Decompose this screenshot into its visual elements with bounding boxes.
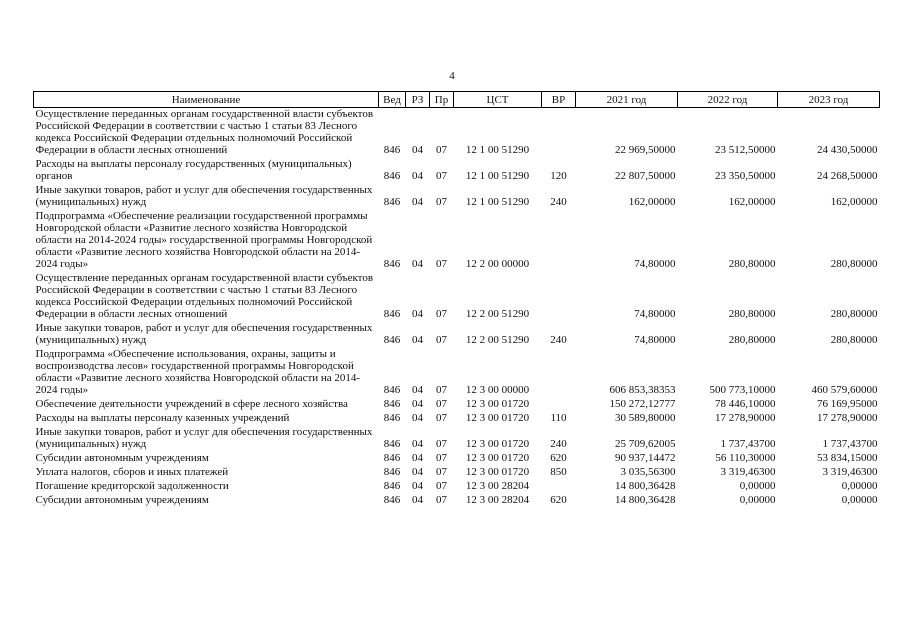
row-vr: 850 bbox=[550, 466, 567, 478]
row-rz: 04 bbox=[412, 398, 423, 410]
row-pr: 07 bbox=[436, 144, 447, 156]
table-row bbox=[34, 158, 880, 184]
row-2023: 17 278,90000 bbox=[817, 412, 878, 424]
row-2022: 56 110,30000 bbox=[715, 452, 776, 464]
row-rz: 04 bbox=[412, 438, 423, 450]
row-pr: 07 bbox=[436, 466, 447, 478]
row-name: Иные закупки товаров, работ и услуг для обеспечения государственных (муниципальных) нужд bbox=[35, 426, 373, 450]
header-cst: ЦСТ bbox=[454, 92, 542, 108]
table-row bbox=[34, 426, 880, 452]
row-pr: 07 bbox=[436, 170, 447, 182]
row-pr: 07 bbox=[436, 334, 447, 346]
row-2022: 23 350,50000 bbox=[715, 170, 776, 182]
row-2022: 78 446,10000 bbox=[715, 398, 776, 410]
row-2021: 606 853,38353 bbox=[609, 384, 676, 396]
row-2023: 76 169,95000 bbox=[817, 398, 878, 410]
row-rz: 04 bbox=[412, 334, 423, 346]
row-rz: 04 bbox=[412, 308, 423, 320]
row-ved: 846 bbox=[383, 170, 401, 182]
table-row bbox=[34, 466, 880, 480]
row-vr bbox=[542, 272, 576, 322]
row-2023: 24 430,50000 bbox=[817, 144, 878, 156]
row-name: Обеспечение деятельности учреждений в сфере лесного хозяйства bbox=[35, 398, 348, 410]
row-cst: 12 1 00 51290 bbox=[465, 170, 530, 182]
row-2021: 30 589,80000 bbox=[615, 412, 676, 424]
header-ved: Вед bbox=[379, 92, 406, 108]
row-name: Субсидии автономным учреждениям bbox=[35, 494, 209, 506]
row-ved: 846 bbox=[383, 438, 401, 450]
budget-table bbox=[33, 91, 880, 508]
row-2023: 53 834,15000 bbox=[817, 452, 878, 464]
table-row bbox=[34, 494, 880, 508]
row-2021: 74,80000 bbox=[634, 334, 676, 346]
row-2023: 460 579,60000 bbox=[811, 384, 878, 396]
row-name: Иные закупки товаров, работ и услуг для обеспечения государственных (муниципальных) нужд bbox=[35, 322, 373, 346]
header-vr: ВР bbox=[542, 92, 576, 108]
row-vr: 240 bbox=[550, 438, 567, 450]
row-2022: 3 319,46300 bbox=[720, 466, 776, 478]
row-vr: 620 bbox=[550, 452, 567, 464]
row-name: Расходы на выплаты персоналу государственных (муниципальных) органов bbox=[35, 158, 352, 182]
row-vr: 120 bbox=[550, 170, 567, 182]
header-2023: 2023 год bbox=[778, 92, 880, 108]
row-pr: 07 bbox=[436, 494, 447, 506]
row-pr: 07 bbox=[436, 452, 447, 464]
row-cst: 12 3 00 28204 bbox=[465, 494, 530, 506]
row-pr: 07 bbox=[436, 258, 447, 270]
row-2023: 280,80000 bbox=[830, 258, 878, 270]
row-name: Осуществление переданных органам государственной власти субъектов Российской Федерации в соответствии с частью 1 статьи 83 Лесного кодекса Российской Федерации отдельных полномочий Российской Федерации в области лесных отношений bbox=[35, 272, 374, 320]
row-2022: 280,80000 bbox=[728, 258, 776, 270]
row-rz: 04 bbox=[412, 144, 423, 156]
row-ved: 846 bbox=[383, 144, 401, 156]
row-cst: 12 1 00 51290 bbox=[465, 196, 530, 208]
row-ved: 846 bbox=[383, 480, 401, 492]
row-2022: 17 278,90000 bbox=[715, 412, 776, 424]
row-vr bbox=[542, 108, 576, 159]
row-2023: 1 737,43700 bbox=[822, 438, 878, 450]
row-2022: 23 512,50000 bbox=[715, 144, 776, 156]
row-2023: 280,80000 bbox=[830, 308, 878, 320]
row-2023: 0,00000 bbox=[841, 494, 878, 506]
row-ved: 846 bbox=[383, 466, 401, 478]
row-rz: 04 bbox=[412, 196, 423, 208]
row-2022: 500 773,10000 bbox=[709, 384, 776, 396]
row-2022: 0,00000 bbox=[739, 494, 776, 506]
row-ved: 846 bbox=[383, 412, 401, 424]
table-row bbox=[34, 184, 880, 210]
header-rz: РЗ bbox=[406, 92, 430, 108]
row-pr: 07 bbox=[436, 384, 447, 396]
row-2021: 25 709,62005 bbox=[615, 438, 676, 450]
row-2021: 74,80000 bbox=[634, 308, 676, 320]
row-ved: 846 bbox=[383, 196, 401, 208]
row-2021: 3 035,56300 bbox=[620, 466, 676, 478]
table-row bbox=[34, 108, 880, 159]
row-vr bbox=[542, 210, 576, 272]
row-ved: 846 bbox=[383, 308, 401, 320]
row-cst: 12 3 00 01720 bbox=[465, 438, 530, 450]
row-cst: 12 3 00 01720 bbox=[465, 452, 530, 464]
row-name: Осуществление переданных органам государственной власти субъектов Российской Федерации в соответствии с частью 1 статьи 83 Лесного кодекса Российской Федерации отдельных полномочий Российской Федерации в области лесных отношений bbox=[35, 108, 374, 156]
table-row bbox=[34, 210, 880, 272]
row-rz: 04 bbox=[412, 480, 423, 492]
row-vr bbox=[542, 348, 576, 398]
table-row bbox=[34, 452, 880, 466]
row-2021: 74,80000 bbox=[634, 258, 676, 270]
row-ved: 846 bbox=[383, 334, 401, 346]
row-2021: 14 800,36428 bbox=[615, 480, 676, 492]
row-name: Иные закупки товаров, работ и услуг для обеспечения государственных (муниципальных) нужд bbox=[35, 184, 373, 208]
row-cst: 12 3 00 01720 bbox=[465, 466, 530, 478]
row-cst: 12 3 00 01720 bbox=[465, 412, 530, 424]
row-2021: 90 937,14472 bbox=[615, 452, 676, 464]
row-name: Уплата налогов, сборов и иных платежей bbox=[35, 466, 229, 478]
row-2021: 14 800,36428 bbox=[615, 494, 676, 506]
row-2022: 280,80000 bbox=[728, 334, 776, 346]
table-row bbox=[34, 322, 880, 348]
table-row bbox=[34, 398, 880, 412]
row-pr: 07 bbox=[436, 438, 447, 450]
row-vr: 240 bbox=[550, 334, 567, 346]
row-vr: 110 bbox=[550, 412, 567, 424]
row-vr: 620 bbox=[550, 494, 567, 506]
row-name: Субсидии автономным учреждениям bbox=[35, 452, 209, 464]
row-ved: 846 bbox=[383, 398, 401, 410]
table-header-row bbox=[34, 92, 880, 108]
row-cst: 12 3 00 00000 bbox=[465, 384, 530, 396]
row-vr bbox=[542, 398, 576, 412]
row-2022: 1 737,43700 bbox=[720, 438, 776, 450]
row-rz: 04 bbox=[412, 384, 423, 396]
row-2023: 0,00000 bbox=[841, 480, 878, 492]
row-vr bbox=[542, 480, 576, 494]
row-pr: 07 bbox=[436, 398, 447, 410]
row-vr: 240 bbox=[550, 196, 567, 208]
row-cst: 12 3 00 01720 bbox=[465, 398, 530, 410]
row-2021: 22 807,50000 bbox=[615, 170, 676, 182]
row-cst: 12 3 00 28204 bbox=[465, 480, 530, 492]
row-ved: 846 bbox=[383, 452, 401, 464]
row-ved: 846 bbox=[383, 258, 401, 270]
row-pr: 07 bbox=[436, 412, 447, 424]
row-2021: 22 969,50000 bbox=[615, 144, 676, 156]
row-2023: 280,80000 bbox=[830, 334, 878, 346]
row-cst: 12 2 00 00000 bbox=[465, 258, 530, 270]
header-name: Наименование bbox=[34, 92, 379, 108]
row-name: Расходы на выплаты персоналу казенных учреждений bbox=[35, 412, 290, 424]
row-2023: 3 319,46300 bbox=[822, 466, 878, 478]
row-cst: 12 1 00 51290 bbox=[465, 144, 530, 156]
row-2022: 0,00000 bbox=[739, 480, 776, 492]
row-2023: 24 268,50000 bbox=[817, 170, 878, 182]
row-ved: 846 bbox=[383, 384, 401, 396]
row-cst: 12 2 00 51290 bbox=[465, 308, 530, 320]
table-row bbox=[34, 272, 880, 322]
header-2021: 2021 год bbox=[576, 92, 678, 108]
header-pr: Пр bbox=[430, 92, 454, 108]
row-rz: 04 bbox=[412, 452, 423, 464]
row-2023: 162,00000 bbox=[830, 196, 878, 208]
row-ved: 846 bbox=[383, 494, 401, 506]
row-pr: 07 bbox=[436, 196, 447, 208]
row-cst: 12 2 00 51290 bbox=[465, 334, 530, 346]
page-number: 4 bbox=[449, 70, 455, 82]
table-row bbox=[34, 348, 880, 398]
row-name: Подпрограмма «Обеспечение реализации государственной программы Новгородской области «Развитие лесного хозяйства Новгородской области на 2014-2024 годы» государственной программы Новгородской области «Развитие лесного хозяйства Новгородской области на 2014-2024 годы» bbox=[35, 210, 373, 270]
row-pr: 07 bbox=[436, 480, 447, 492]
row-rz: 04 bbox=[412, 494, 423, 506]
table-row bbox=[34, 480, 880, 494]
row-2021: 162,00000 bbox=[628, 196, 676, 208]
row-name: Подпрограмма «Обеспечение использования, охраны, защиты и воспроизводства лесов» государственной программы Новгородской области «Развитие лесного хозяйства Новгородской области на 2014-2024 годы» bbox=[35, 348, 361, 396]
row-rz: 04 bbox=[412, 258, 423, 270]
row-name: Погашение кредиторской задолженности bbox=[35, 480, 229, 492]
row-2022: 280,80000 bbox=[728, 308, 776, 320]
row-pr: 07 bbox=[436, 308, 447, 320]
row-2021: 150 272,12777 bbox=[609, 398, 676, 410]
row-2022: 162,00000 bbox=[728, 196, 776, 208]
row-rz: 04 bbox=[412, 466, 423, 478]
header-2022: 2022 год bbox=[678, 92, 778, 108]
table-row bbox=[34, 412, 880, 426]
row-rz: 04 bbox=[412, 412, 423, 424]
row-rz: 04 bbox=[412, 170, 423, 182]
